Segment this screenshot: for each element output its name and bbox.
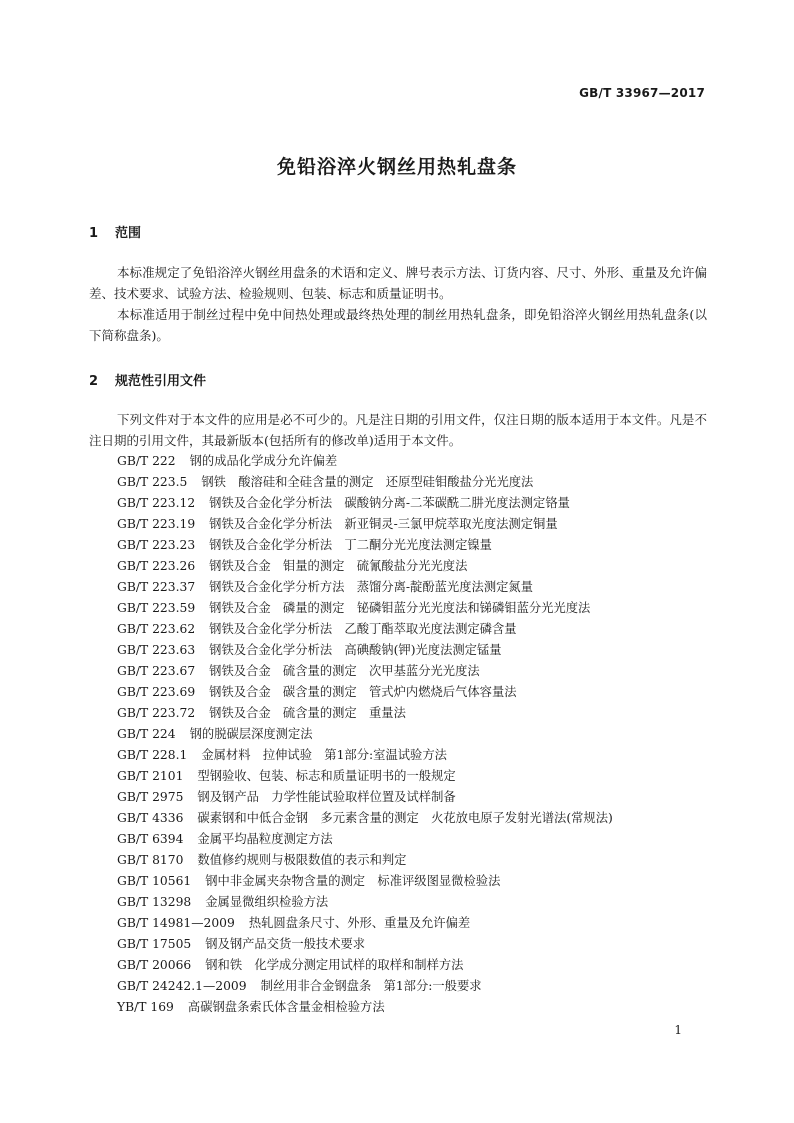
reference-title: 钢和铁 化学成分测定用试样的取样和制样方法 [205, 958, 464, 972]
reference-code: GB/T 223.59 [117, 601, 196, 615]
reference-item [117, 535, 717, 556]
section-number: 1 [89, 226, 99, 241]
reference-title: 钢的成品化学成分允许偏差 [189, 454, 338, 468]
reference-code: GB/T 14981—2009 [117, 916, 235, 930]
section-number: 2 [89, 374, 99, 389]
reference-code: GB/T 24242.1—2009 [117, 979, 247, 993]
section-2-heading [89, 370, 206, 389]
reference-title: 钢铁及合金化学分析法 高碘酸钠(钾)光度法测定锰量 [209, 643, 502, 657]
reference-code: GB/T 2101 [117, 769, 184, 783]
reference-code: GB/T 8170 [117, 853, 184, 867]
reference-item [117, 514, 717, 535]
reference-item [117, 598, 717, 619]
standard-code: GB/T 33967—2017 [579, 86, 705, 100]
reference-code: GB/T 223.62 [117, 622, 196, 636]
reference-title: 高碳钢盘条索氏体含量金相检验方法 [187, 1000, 385, 1014]
reference-item [117, 577, 717, 598]
reference-item [117, 976, 717, 997]
reference-item [117, 871, 717, 892]
reference-title: 钢铁及合金 碳含量的测定 管式炉内燃烧后气体容量法 [209, 685, 517, 699]
reference-item [117, 493, 717, 514]
reference-title: 钢铁及合金化学分析法 乙酸丁酯萃取光度法测定磷含量 [209, 622, 517, 636]
reference-code: GB/T 2975 [117, 790, 184, 804]
reference-title: 钢铁及合金 硫含量的测定 次甲基蓝分光光度法 [209, 664, 480, 678]
reference-item [117, 661, 717, 682]
reference-title: 钢铁及合金 钼量的测定 硫氰酸盐分光光度法 [209, 559, 468, 573]
reference-code: GB/T 20066 [117, 958, 192, 972]
reference-title: 金属平均晶粒度测定方法 [197, 832, 333, 846]
reference-code: GB/T 223.19 [117, 517, 196, 531]
reference-title: 热轧圆盘条尺寸、外形、重量及允许偏差 [248, 916, 471, 930]
reference-code: GB/T 13298 [117, 895, 192, 909]
reference-code: GB/T 223.69 [117, 685, 196, 699]
reference-item [117, 640, 717, 661]
reference-code: GB/T 223.72 [117, 706, 196, 720]
reference-code: GB/T 228.1 [117, 748, 188, 762]
reference-code: GB/T 223.26 [117, 559, 196, 573]
reference-item [117, 472, 717, 493]
reference-item [117, 724, 717, 745]
reference-item [117, 913, 717, 934]
reference-title: 金属显微组织检验方法 [205, 895, 329, 909]
reference-title: 钢铁及合金化学分析法 新亚铜灵-三氯甲烷萃取光度法测定铜量 [209, 517, 558, 531]
reference-item [117, 934, 717, 955]
reference-item [117, 682, 717, 703]
reference-code: GB/T 223.23 [117, 538, 196, 552]
reference-title: 钢铁及合金化学分析法 碳酸钠分离-二苯碳酰二肼光度法测定铬量 [209, 496, 570, 510]
section-1-heading [89, 222, 141, 241]
reference-item [117, 745, 717, 766]
reference-code: GB/T 6394 [117, 832, 184, 846]
reference-title: 钢铁及合金化学分析方法 蒸馏分离-靛酚蓝光度法测定氮量 [209, 580, 534, 594]
reference-title: 钢中非金属夹杂物含量的测定 标准评级图显微检验法 [205, 874, 501, 888]
reference-title: 钢铁及合金 硫含量的测定 重量法 [209, 706, 406, 720]
reference-item [117, 997, 717, 1018]
reference-title: 制丝用非合金钢盘条 第1部分:一般要求 [260, 979, 482, 993]
reference-item [117, 892, 717, 913]
reference-code: GB/T 223.37 [117, 580, 196, 594]
reference-list [117, 451, 717, 1018]
reference-item [117, 808, 717, 829]
scope-paragraph-1: 本标准规定了免铅浴淬火钢丝用盘条的术语和定义、牌号表示方法、订货内容、尺寸、外形、重量及允许偏差、技术要求、试验方法、检验规则、包装、标志和质量证明书。 [89, 265, 707, 301]
reference-item [117, 850, 717, 871]
reference-title: 数值修约规则与极限数值的表示和判定 [197, 853, 407, 867]
reference-code: GB/T 224 [117, 727, 176, 741]
reference-code: GB/T 223.5 [117, 475, 188, 489]
scope-paragraph-2: 本标准适用于制丝过程中免中间热处理或最终热处理的制丝用热轧盘条，即免铅浴淬火钢丝用热轧盘条(以下简称盘条)。 [89, 307, 707, 343]
reference-title: 钢铁 酸溶硅和全硅含量的测定 还原型硅钼酸盐分光光度法 [201, 475, 534, 489]
reference-code: GB/T 223.12 [117, 496, 196, 510]
reference-code: GB/T 222 [117, 454, 176, 468]
reference-title: 型钢验收、包装、标志和质量证明书的一般规定 [197, 769, 456, 783]
reference-item [117, 766, 717, 787]
section-heading-text: 范围 [115, 226, 142, 241]
reference-title: 钢铁及合金化学分析法 丁二酮分光光度法测定镍量 [209, 538, 492, 552]
normative-references-intro: 下列文件对于本文件的应用是必不可少的。凡是注日期的引用文件，仅注日期的版本适用于本文件。凡是不注日期的引用文件，其最新版本(包括所有的修改单)适用于本文件。 [89, 412, 707, 448]
reference-item [117, 955, 717, 976]
reference-code: GB/T 4336 [117, 811, 184, 825]
reference-item [117, 556, 717, 577]
reference-item [117, 451, 717, 472]
reference-title: 金属材料 拉伸试验 第1部分:室温试验方法 [201, 748, 447, 762]
reference-item [117, 829, 717, 850]
reference-title: 钢及钢产品 力学性能试验取样位置及试样制备 [197, 790, 456, 804]
reference-title: 钢及钢产品交货一般技术要求 [205, 937, 366, 951]
reference-item [117, 619, 717, 640]
reference-code: GB/T 17505 [117, 937, 192, 951]
reference-code: GB/T 223.63 [117, 643, 196, 657]
page-number: 1 [674, 1023, 682, 1037]
reference-title: 钢铁及合金 磷量的测定 铋磷钼蓝分光光度法和锑磷钼蓝分光光度法 [209, 601, 591, 615]
reference-code: GB/T 10561 [117, 874, 192, 888]
reference-title: 碳素钢和中低合金钢 多元素含量的测定 火花放电原子发射光谱法(常规法) [197, 811, 613, 825]
reference-item [117, 703, 717, 724]
document-title: 免铅浴淬火钢丝用热轧盘条 [276, 156, 517, 178]
reference-code: GB/T 223.67 [117, 664, 196, 678]
section-heading-text: 规范性引用文件 [115, 374, 207, 389]
reference-title: 钢的脱碳层深度测定法 [189, 727, 313, 741]
reference-item [117, 787, 717, 808]
reference-code: YB/T 169 [117, 1000, 174, 1014]
